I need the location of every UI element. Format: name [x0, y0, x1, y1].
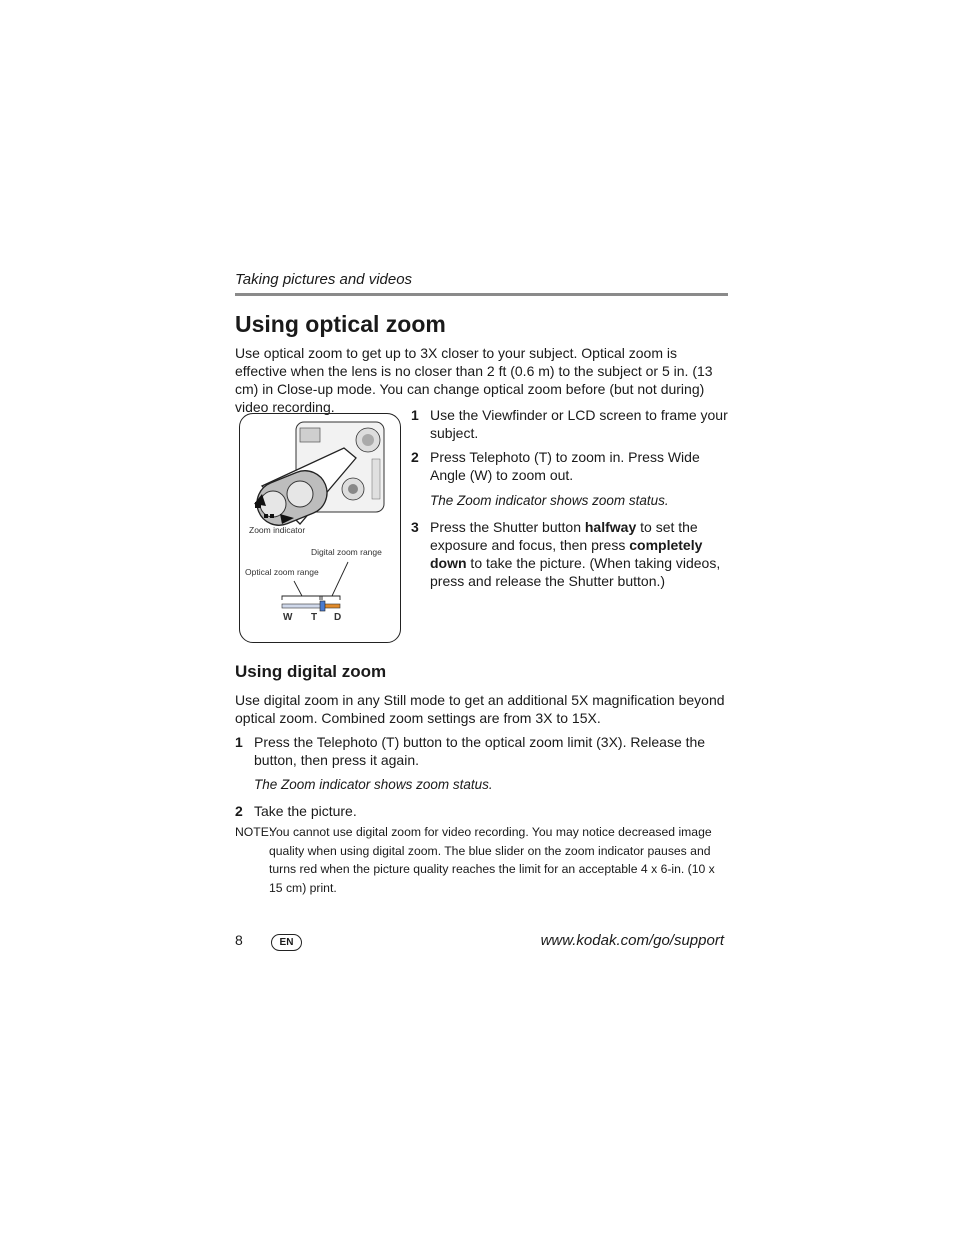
note-block	[235, 823, 730, 897]
step-number: 2	[411, 449, 419, 465]
step-text-post: to take the picture. (When taking videos, press and release the Shutter button.)	[430, 555, 721, 589]
note-label: NOTE:	[235, 825, 273, 839]
step-bold-completely-down: completely down	[430, 537, 703, 571]
step-number: 3	[411, 519, 419, 535]
step-text-pre: Press the Shutter button	[430, 519, 585, 535]
step-text-mid: to set the exposure and focus, then press	[430, 519, 698, 553]
scale-letter-w: W	[283, 612, 293, 623]
list-item	[411, 518, 731, 590]
optical-steps	[411, 406, 731, 596]
language-badge: EN	[271, 934, 302, 951]
section-header: Taking pictures and videos	[235, 271, 413, 288]
zoom-slider	[320, 601, 325, 611]
optical-zoom-range-label: Optical zoom range	[245, 567, 319, 577]
step-number: 2	[235, 803, 243, 819]
step-text: Use the Viewfinder or LCD screen to frame your subject.	[430, 407, 728, 441]
digital-zoom-heading: Using digital zoom	[235, 662, 387, 681]
scale-letter-d: D	[334, 612, 342, 623]
step-note: The Zoom indicator shows zoom status.	[254, 777, 493, 792]
list-item	[235, 802, 730, 820]
step-number: 1	[235, 734, 243, 750]
zoom-indicator-label: Zoom indicator	[249, 525, 306, 535]
step-text: Take the picture.	[254, 803, 357, 819]
digital-intro-paragraph: Use digital zoom in any Still mode to get an additional 5X magnification beyond optical zoom. Combined zoom settings are from 3X to 15X.	[235, 692, 725, 726]
page-title: Using optical zoom	[235, 311, 446, 337]
step-number: 1	[411, 407, 419, 423]
page-number: 8	[235, 932, 243, 948]
zoom-illustration	[239, 413, 401, 643]
digital-zoom-range-label: Digital zoom range	[311, 547, 382, 557]
digital-steps	[235, 733, 730, 826]
list-item	[411, 406, 731, 442]
header-rule	[235, 293, 728, 296]
scale-letter-t: T	[311, 612, 318, 623]
list-item	[235, 733, 730, 769]
step-text: Press Telephoto (T) to zoom in. Press Wide Angle (W) to zoom out.	[430, 449, 700, 483]
step-note: The Zoom indicator shows zoom status.	[430, 493, 669, 508]
intro-paragraph: Use optical zoom to get up to 3X closer to your subject. Optical zoom is effective when the lens is no closer than 2 ft (0.6 m) to the subject or 5 in. (13 cm) in Close-up mode. You can change optical zoom before (but not during) video recording.	[235, 345, 713, 415]
step-text: Press the Telephoto (T) button to the optical zoom limit (3X). Release the button, then press it again.	[254, 734, 706, 768]
support-url[interactable]: www.kodak.com/go/support	[540, 932, 724, 949]
list-item	[411, 448, 731, 484]
note-text: You cannot use digital zoom for video recording. You may notice decreased image quality when using digital zoom. The blue slider on the zoom indicator pauses and turns red when the picture quality reaches the limit for an acceptable 4 x 6-in. (10 x 15 cm) print.	[269, 825, 715, 895]
step-bold-halfway: halfway	[584, 519, 637, 535]
